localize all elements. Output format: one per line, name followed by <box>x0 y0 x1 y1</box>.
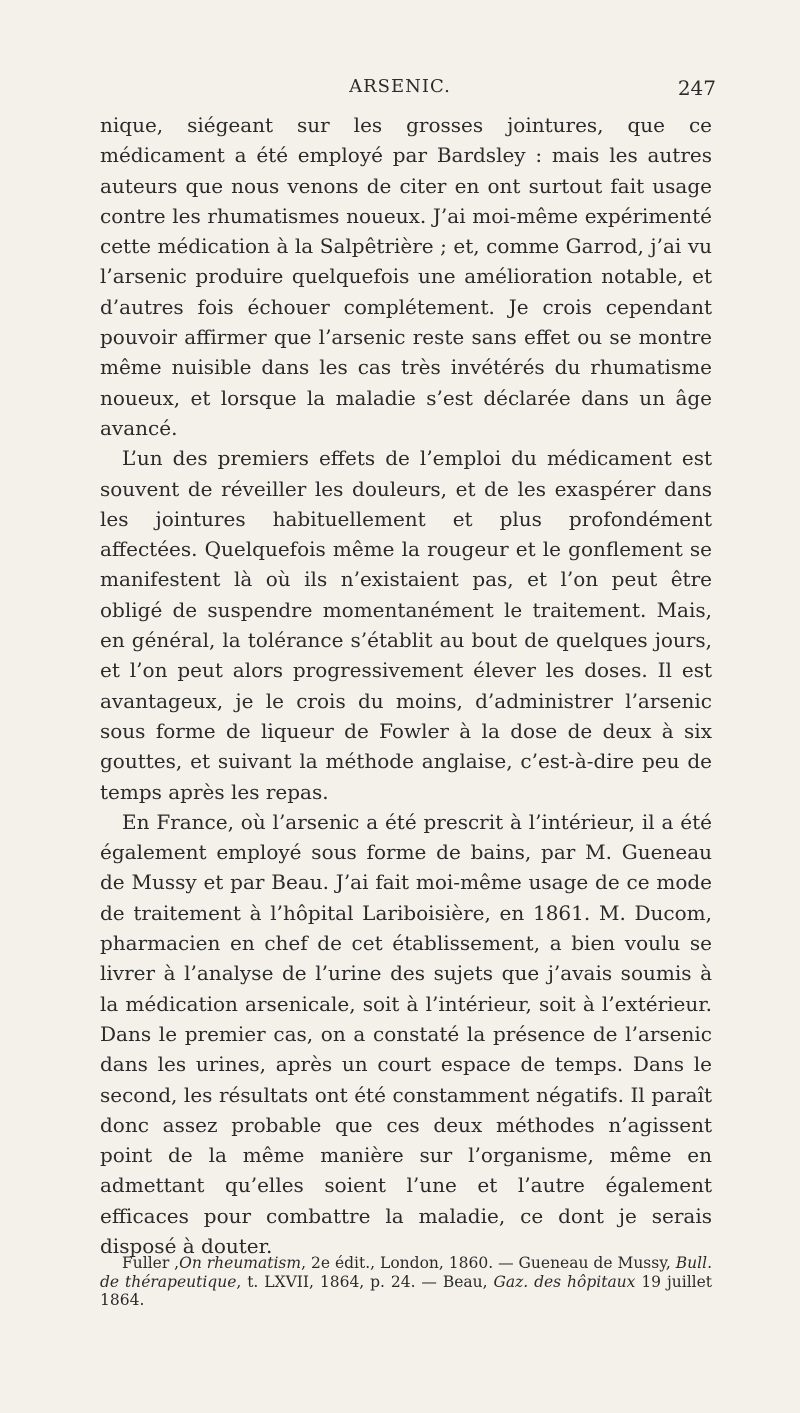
footnote-ref-b: , t. LXVII, 1864, p. 24. — Beau, <box>236 1272 494 1291</box>
page-number: 247 <box>677 76 716 100</box>
paragraph-3: En France, où l’arsenic a été prescrit à l’intérieur, il a été également employé sous forme de bains, par M. Gueneau de Mussy et par Beau. J’ai fait moi-même usage de ce mode de traitement à l’hôpital Lariboisière, en 1861. M. Ducom, pharmacien en chef de cet établissement, a bien voulu se livrer à l’analyse de l’urine des sujets que j’avais soumis à la médication arsenicale, soit à l’intérieur, soit à l’extérieur. Dans le premier cas, on a constaté la présence de l’arsenic dans les urines, après un court espace de temps. Dans le second, les résultats ont été constamment négatifs. Il paraît donc assez probable que ces deux méthodes n’agissent point de la même manière sur l’organisme, même en admettant qu’elles soient l’une et l’autre également efficaces pour combattre la maladie, ce dont je serais disposé à douter. <box>100 809 712 1258</box>
footnote-title-gazette: Gaz. des hôpitaux <box>493 1272 636 1291</box>
body-text <box>100 110 712 1261</box>
footnote-author: Fuller , <box>122 1254 180 1272</box>
footnote-ref-c: 19 juillet 1864. <box>100 1272 713 1309</box>
footnote-title-bulletin: Bull. de thérapeutique <box>100 1254 712 1291</box>
running-title: ARSENIC. <box>349 76 451 97</box>
footnote <box>100 1254 712 1310</box>
footnote-title-rheumatism: On rheumatism <box>179 1254 302 1272</box>
running-head <box>0 76 800 106</box>
footnote-ref-a: , 2e édit., London, 1860. — Gueneau de Mussy, <box>301 1254 676 1272</box>
paragraph-1: nique, siégeant sur les grosses jointures, que ce médicament a été employé par Bardsley : mais les autres auteurs que nous venons de citer en ont surtout fait usage contre les rhumatismes noueux. J’ai moi-même expérimenté cette médication à la Salpêtrière ; et, comme Garrod, j’ai vu l’arsenic produire quelquefois une amélioration notable, et d’autres fois échouer complétement. Je crois cependant pouvoir affirmer que l’arsenic reste sans effet ou se montre même nuisible dans les cas très invétérés du rhumatisme noueux, et lorsque la maladie s’est déclarée dans un âge avancé. <box>100 113 712 440</box>
paragraph-2: L’un des premiers effets de l’emploi du médicament est souvent de réveiller les douleurs, et de les exaspérer dans les jointures habituellement et plus profondément affectées. Quelquefois même la rougeur et le gonflement se manifestent là où ils n’existaient pas, et l’on peut être obligé de suspendre momentanément le traitement. Mais, en général, la tolérance s’établit au bout de quelques jours, et l’on peut alors progressivement élever les doses. Il est avantageux, je le crois du moins, d’administrer l’arsenic sous forme de liqueur de Fowler à la dose de deux à six gouttes, et suivant la méthode anglaise, c’est-à-dire peu de temps après les repas. <box>100 446 712 804</box>
